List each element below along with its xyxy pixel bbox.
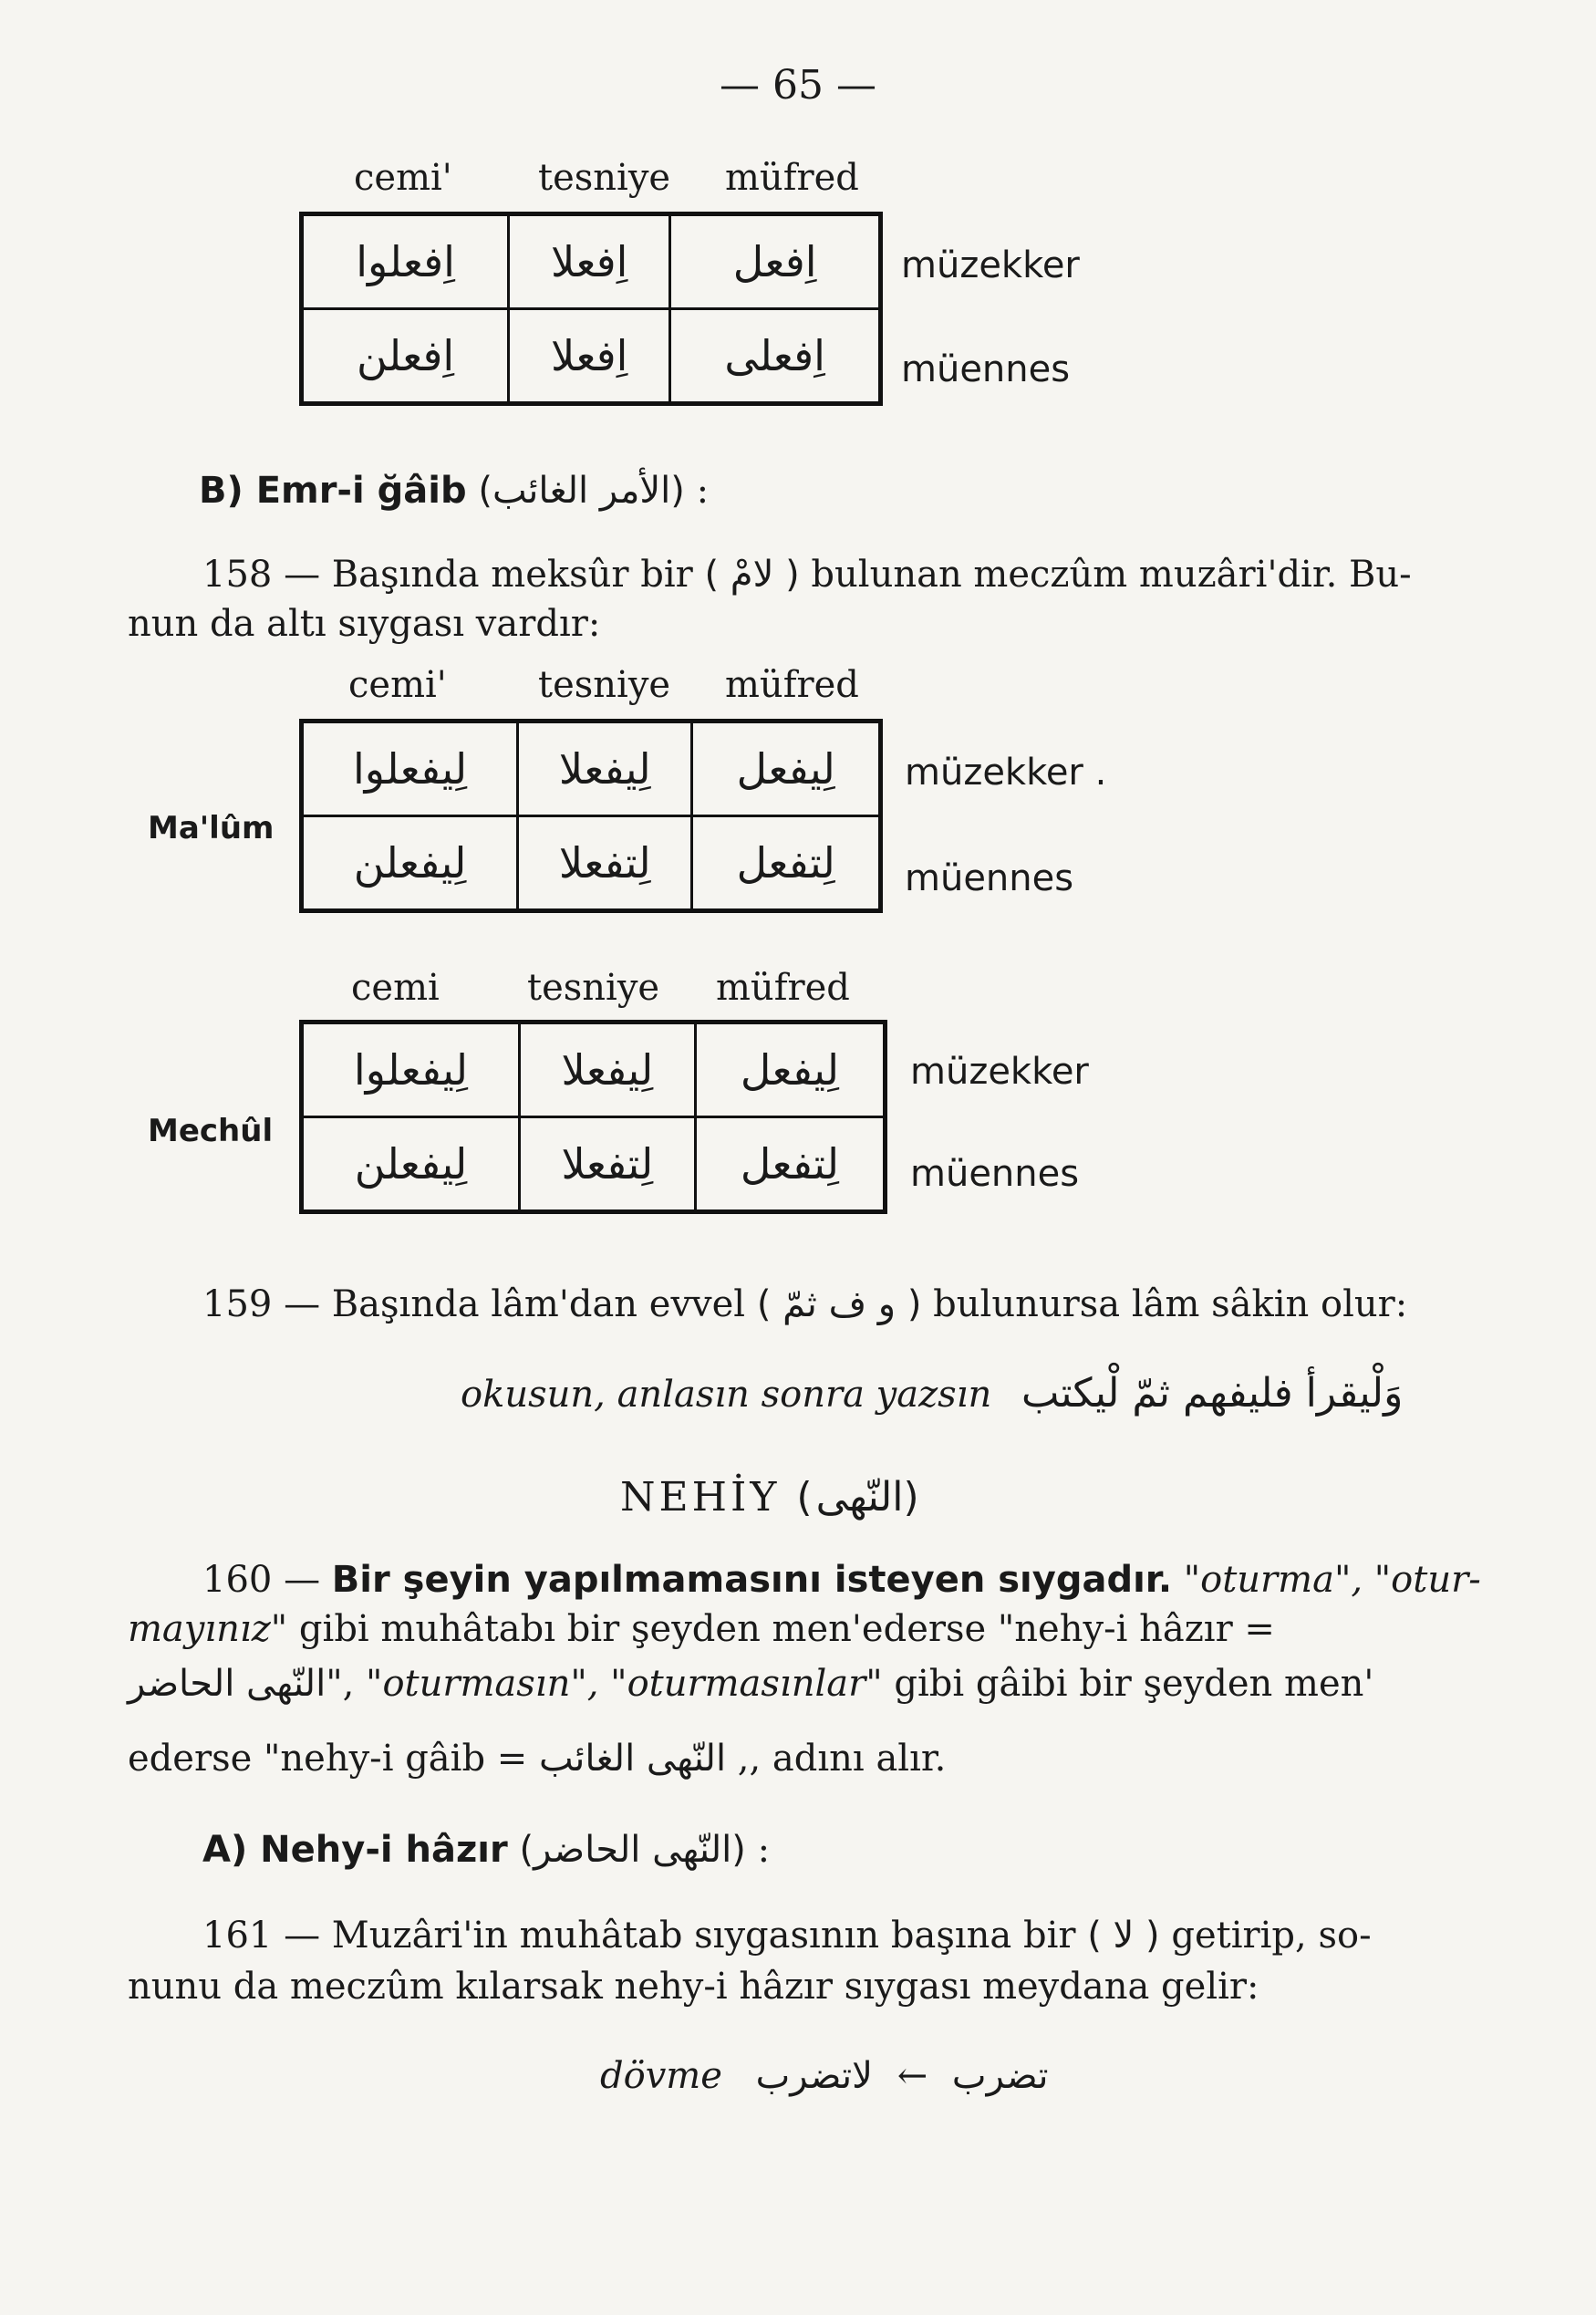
title-text: NEHİY	[620, 1474, 781, 1521]
paragraph-160-line1	[202, 1554, 1481, 1605]
table-cell: اِفعلى	[670, 309, 881, 404]
col-header-cemi: cemi	[351, 967, 440, 1009]
table-row	[302, 816, 881, 911]
example-arabic: وَلْيقرأ فليفهم ثمّ لْيكتب	[1021, 1370, 1404, 1417]
arabic-text: النّهى الغائب	[539, 1738, 727, 1780]
table-cell: اِفعلوا	[302, 214, 509, 309]
italic-text: "oturmasın", "oturmasınlar"	[366, 1663, 883, 1705]
heading-suffix: :	[757, 1829, 771, 1871]
text: ,, adını alır.	[737, 1738, 947, 1780]
text: getirip, so-	[1171, 1915, 1372, 1957]
col-header-tesniye: tesniye	[538, 664, 671, 706]
heading-arabic: (الأمر الغائب)	[478, 470, 685, 512]
title-arabic: (النّهى)	[796, 1474, 923, 1521]
table-row	[302, 309, 881, 404]
side-label-mechul: Mechûl	[148, 1113, 274, 1149]
heading-text: A) Nehy-i hâzır	[202, 1829, 508, 1871]
table-cell: لِتفعلا	[518, 816, 692, 911]
arabic-text: ( لا )	[1087, 1915, 1160, 1957]
section-heading-b	[199, 465, 709, 516]
arabic-text: ( لامْ )	[704, 554, 800, 596]
example-159	[461, 1368, 1403, 1420]
paragraph-161-line2: nunu da meczûm kılarsak nehy-i hâzır sıygası meydana gelir:	[128, 1966, 1259, 2008]
text: bulunursa lâm sâkin olur:	[933, 1283, 1408, 1325]
col-header-tesniye: tesniye	[538, 157, 671, 199]
table-cell: اِفعلا	[509, 309, 670, 404]
table-row	[302, 1023, 886, 1117]
table-row	[302, 721, 881, 816]
text: gibi gâibi bir şeyden men'	[882, 1663, 1374, 1705]
arabic-text: النّهى الحاضر	[128, 1663, 326, 1705]
text: ederse "nehy-i gâib =	[128, 1738, 528, 1780]
row-label: müennes	[905, 857, 1074, 899]
paragraph-158-line1	[202, 549, 1412, 600]
heading-text: B) Emr-i ğâib	[199, 470, 467, 512]
text: 158 — Başında meksûr bir	[202, 554, 693, 596]
row-label: müennes	[901, 348, 1071, 390]
table-cell: اِفعل	[670, 214, 881, 309]
table-cell: لِيفعلا	[518, 721, 692, 816]
col-header-mufred: müfred	[716, 967, 850, 1009]
text: bulunan meczûm muzâri'dir. Bu-	[811, 554, 1412, 596]
text: 161 — Muzâri'in muhâtab sıygasının başına bir	[202, 1915, 1076, 1957]
side-label-malum: Ma'lûm	[148, 810, 275, 846]
table-cell: لِتفعل	[695, 1117, 885, 1212]
section-title-nehiy	[620, 1472, 923, 1523]
page-number: — 65 —	[720, 62, 876, 109]
table-cell: لِتفعل	[692, 816, 881, 911]
italic-text: mayınız"	[128, 1608, 288, 1650]
col-header-tesniye: tesniye	[527, 967, 660, 1009]
text: 159 — Başında lâm'dan evvel	[202, 1283, 746, 1325]
table-cell: لِتفعلا	[520, 1117, 696, 1212]
col-header-cemi: cemi'	[354, 157, 452, 199]
paragraph-160-line2	[128, 1604, 1275, 1655]
text: 160 —	[202, 1559, 332, 1601]
bold-text: Bir şeyin yapılmamasını isteyen sıygadır.	[331, 1559, 1173, 1601]
conjugation-table-2	[299, 719, 883, 913]
text: ",	[326, 1663, 367, 1705]
row-label: müzekker .	[905, 752, 1107, 794]
paragraph-159-line1	[202, 1279, 1407, 1330]
paragraph-160-line4	[128, 1733, 946, 1784]
text: gibi muhâtabı bir şeyden men'ederse "nehy-i hâzır =	[287, 1608, 1275, 1650]
col-header-mufred: müfred	[725, 664, 859, 706]
table-row	[302, 214, 881, 309]
table-cell: لِيفعلا	[520, 1023, 696, 1117]
example-arabic-result: لاتضرب	[755, 2055, 873, 2097]
arabic-text: ( و ف ثمّ )	[756, 1283, 922, 1325]
example-arabic-base: تضرب	[951, 2055, 1049, 2097]
table-cell: اِفعلا	[509, 214, 670, 309]
example-translation: dövme	[600, 2055, 722, 2097]
row-label: müzekker	[910, 1051, 1089, 1093]
section-heading-a	[202, 1824, 770, 1875]
table-cell: لِيفعلوا	[302, 1023, 520, 1117]
row-label: müennes	[910, 1153, 1080, 1195]
table-cell: لِيفعلن	[302, 816, 518, 911]
table-cell: اِفعلن	[302, 309, 509, 404]
paragraph-160-line3	[128, 1658, 1373, 1709]
col-header-cemi: cemi'	[348, 664, 447, 706]
heading-suffix: :	[696, 470, 710, 512]
italic-text: "oturma", "otur-	[1172, 1559, 1481, 1601]
example-translation: okusun, anlasın sonra yazsın	[461, 1374, 992, 1416]
table-cell: لِيفعلوا	[302, 721, 518, 816]
table-cell: لِيفعل	[695, 1023, 885, 1117]
example-161	[600, 2050, 1048, 2102]
heading-arabic: (النّهى الحاضر)	[519, 1829, 746, 1871]
table-cell: لِيفعل	[692, 721, 881, 816]
conjugation-table-1	[299, 212, 883, 406]
row-label: müzekker	[901, 244, 1080, 286]
paragraph-161-line1	[202, 1910, 1372, 1961]
arrow-left-icon: ←	[896, 2055, 928, 2097]
col-header-mufred: müfred	[725, 157, 859, 199]
table-row	[302, 1117, 886, 1212]
conjugation-table-3	[299, 1020, 887, 1214]
table-cell: لِيفعلن	[302, 1117, 520, 1212]
paragraph-158-line2: nun da altı sıygası vardır:	[128, 603, 601, 645]
